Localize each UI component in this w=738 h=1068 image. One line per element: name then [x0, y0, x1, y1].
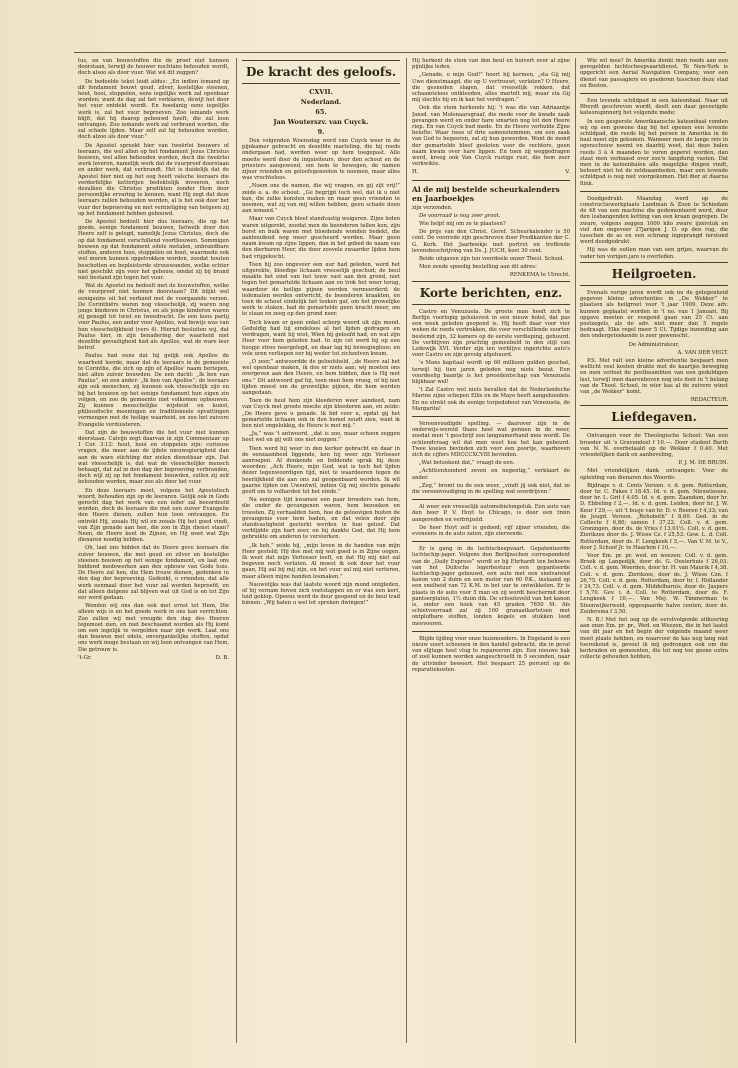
paragraph: Toen werd hij weer in den kerker gebracht en daar in de eenzaamheid liggende, kon hij weer zijn Verlosser aanroepen. Al denkende en biddende sprak hij deze woorden: „Ach Heere, mijn God, wat is toch het lijden dezer tegenwoordigen tijd, niet te waardeeren tegen de heerlijkheid die aan ons zal geopenbaard worden. Ik wil gaarne lijden om Uwentwil, indien Gij mij slechts genade geeft om te volharden tot het einde.”	[242, 445, 400, 495]
paragraph: Castro en Venuzuela. De groote man heeft zich te Berlijn voorlopig gehuisvest in een nieuw hotel, dat pas een week geleden geopend is. Hij heeft daar voor vier weken de reeds vertrokken, die voor verschillende soorten bestemd zijn, 32 kamers op de eerste verdieping, gehuurd. De verblijven zijn prachtig gemeubeld in den stijl van Lodewijk XVI. Verder zijn ten verblijve ingerichte auto's voor Castro en zijn gevolg afgehuurd.	[412, 308, 570, 359]
signature: A. VAN DER VEGT.	[677, 349, 728, 356]
paragraph: Na eenigen tijd kwamen een paar broeders van hem, die onder de gevangenen waren, hem bezoeken en troosten. Zij verhaalden hem, hoe de geloovigen buiten de gevangenis voor hem baden, en dat velen door zijn standvastigheid gesterkt werden in hun geloof. Dat verblijdde zijn hart zeer, en hij dankte God, dat Hij hem gebruikte om anderen te versterken.	[242, 497, 400, 541]
paragraph: tus, en van bouwstoffen die de proef niet kunnen doorstaan, terwijl de houwer nochtans behouden wordt, doch alsoo als door vuur. Wat wil dit zeggen?	[78, 58, 229, 77]
paragraph: Blijde tijding voor onze huismoeders. In Engeland is een nieuw soort schoenen in den handel gebracht, die in geval van slijtage heel vlug te repareeren zijn. Een nieuwe hak of zool kunnen worden aangeschroefd in 5 seconden, naar de uitvinder beweert. Het bespaart 25 percent op de reparatiekosten.	[412, 635, 570, 673]
divider	[580, 191, 728, 192]
paragraph: Wie wil mee? In Amerika denkt men reeds aan een geregelden luchtscheepvaartdienst. Te New-York is opgericht een Aerial Navigation Company, voor een dienst van passagiers en goederen tusschen deze stad en Boston.	[580, 58, 728, 89]
section-title: Liefdegaven.	[580, 405, 728, 429]
paragraph: De heer Hoyt zelf is gedood; vijf zijner vrienden, die eveneens in de auto zaten, zijn stervende.	[412, 524, 570, 537]
paragraph: Dat zijn de bouwstoffen die het vuur niet kunnen doorstaan. Calvijn zegt daarvan in zijn Commentaar op 1 Cor. 3:12: hout, hooi en stoppelen zijn: curieuse vragen, die meer aan de ijdele nieuwsgierigheid dan aan de ware stichting der zielen dienstbaar zijn. Dat wat vleeschelijk is, dat wat de vleeschelijke mensch behaagt, dat zal in den dag der beproeving verbranden, doch wijl zij op het fondament bouwden, zullen zij zelf behouden worden, maar zoo als door het vuur.	[78, 429, 229, 486]
signature-row	[412, 169, 570, 175]
paragraph: 's Mans kapitaal wordt op 60 millioen gulden geschat, terwijl hij tien jaren geleden nog niets bezat. Een voordeelig baantje is het presidentschap van Venezuela blijkbaar wel!	[412, 360, 570, 385]
article-country: Nederland.	[300, 98, 342, 106]
column-2	[242, 58, 400, 1048]
signature: De Administrateur,	[628, 341, 680, 348]
signature: REDACTEUR.	[690, 397, 728, 404]
paragraph: En deze leeraars moet, volgens het Apostolisch woord, behouden zijn op de leeraren. Gelijk ook in Gods gerecht dag het werk van een ieder zal beoordeeld worden, doch de leeraars die met een zuiver Evangelie den Heere dienen, zullen hun loon ontvangen. En ontrekt Hij, zooals Hij wil en zooals Hij het goed vindt, van Zijn genade aan hen, die zoo in Zijn dienst staan? Neen, de Heere kent de Zijnen, en Hij weet wat Zijn dienaren noodig hebben.	[78, 487, 229, 544]
article-title: De kracht des geloofs.	[242, 60, 400, 84]
column-rule	[236, 58, 237, 1043]
divider	[412, 499, 570, 500]
header-rule	[74, 52, 726, 53]
signature-right: V.	[565, 169, 570, 176]
paragraph: Oh, laat ons bidden dat de Heere geve leeraars die zuiver bouwen, die met goud en zilver en kostelijke steenen bouwen op het eenige fondament, en laat ons biddend medewerken aan den opbouw van Gods huis. De Heere zal hen, die Hem trouw dienen, gedenken in den dag der beproeving. Gedenkt, o vrienden, dat alle werk eenmaal door het vuur zal worden beproefd, en dat alleen datgene zal blijven wat uit God is en tot Zijn eer werd gedaan.	[78, 545, 229, 602]
signature-left: 't-Gr.	[78, 654, 92, 661]
section-title: Heilgroeten.	[580, 262, 728, 286]
paragraph: De voorraad is nog zeer groot.	[419, 212, 501, 219]
paragraph: „Zeg,” bromt nu de een weer, „vindt jij ook niet, dat ze die vereenvoudiging in de spelling wat overdrijven.”	[412, 482, 570, 495]
article-subnumber: 65.	[315, 108, 327, 116]
paragraph: Paulus had eens dat hij gelijk ook Apollos de waarheid leerde, maar dat de leeraars in de gemeente te Corinthe, die zich op zijn of Apollos' naam beriepen, niet allen zuiver bouwden. De een dacht: „Ik ben van Paulus”, en een ander: „Ik ben van Apollos”; de leeraars zijn ook menschen, zij kunnen ook vleeschelijk zijn en bij het bouwen op het eenige fondament hun eigen zin volgen, en zoo de gemeente niet volkomen opbouwen. Zij kunnen menschelijke wijsheid en kunst, philosofische meeningen en traditioneele opvattingen vermengen met de heilige waarheid, en zoo het zuivere Evangelie verduisteren.	[78, 353, 229, 428]
paragraph: In een gesperste Amerikaansche kateonbaal vonden wij op een gewone dag bij het openen een levende schildpad, die reeds bij het persen in Amerika in de baal moet zijn gekomen. Wanneer men de lange reis in ogenschouw neemt en daarbij weet, dat deze balen reeds 3 à 4 maanden te voren geperst worden, dan staat men verbaasd over zoo'n langdurig vasten. Dat men in de katoenbalen alle mogelijke dingen vindt, behoort niet tot de zeldzaamheden, maar een levende schildpad is nog niet voorgekomen. Het dier at daarna flink.	[580, 118, 728, 187]
paragraph: Wie helpt mij om ze te plaatsen?	[419, 221, 506, 228]
paragraph: Vereenvoudigde spelling. — daarover zijn in de onderwijs-wereld thans heel wat pennen in de weer, zoodat men 't geschrijf zou langzamerhand moe wordt. De ochtendvraag wil dat men weet hoe het kan gebeurd. Twee koeien bevinden zich voor een poortje, waarboven zich de cijfers MDCCCXCVIII bevinden.	[412, 420, 570, 458]
paragraph: „Ja,” was 't antwoord, „dat is zoo, maar schoon zeggen heet wel en gij wilt ons niet zeggen.”	[242, 431, 400, 444]
section-heading: Al de mij bestelde scheurkalenders en Jaarboekjes	[412, 184, 560, 203]
paragraph: Maar van Cuyck bleef standvastig weigeren. Zijne leden waren uitgerekt, zoodat men de beenderen tellen kon, zijn borst en buik waren met bloedende wonden bedekt, die aanhoudend nog meer gescheurd werden. Maar geen naam kwam op zijne lippen, dan in het gebed de naam van den dierbaren Heer, die door zoovele zwaarder lijden hem had vrijgekocht.	[242, 216, 400, 260]
article-number: CXVII.	[309, 88, 333, 96]
paragraph: Nauwelijks was dat laatste woord zijn mond ontgleden, of hij vernam boven zich voetstappen en er was een kort, luid geklop. Opeens werd de deur geopend en de beul trad binnen. „Wij halen u wel tot spreken dwingen!”	[242, 581, 400, 607]
article-subnumber-2: 9.	[317, 128, 325, 136]
paragraph: zijn verzonden.	[412, 204, 453, 211]
paragraph: N. B.! Met het oog op de eerstvolgende uitkeering aan onze Em. pr. pr., Wed. en Weezen, die in het laatst van dit jaar en het begin der volgende maand weer moet plaats hebben, en waarvoor de kas nog lang niet toereikend is, gevoel ik mij gedrongen ook om die kerkraden en gemeenten, die tot nog toe geene extra collecte gehouden hebben,	[580, 617, 728, 661]
paragraph: Ook die stem herkende hij; 't was die van Adriaantje Jansd. van Molenaarsgraaf, die mede voor de kwade zaak gevangen werd en onder hare smarten nog tot den Heere riep. En van Cuyck bad mede. En de Heere verhulde Zijne belofte: Waar twee of drie samenstemmen, om een zaak van God te begeeren, zal zij hun gewerden. Want de mond der gemartelde bleef gesloten voor de rechters, geen naam kwam over hare lippen. En toen zij weggedragen werd, kreeg ook Van Cuyck rustige rust, die hem zeer verkwikte.	[412, 105, 570, 168]
column-rule	[575, 58, 576, 1043]
column-4	[580, 58, 728, 1048]
paragraph: Wenden wij ons dan ook met ernst tot Hem, Die alleen wijs is en het goede werk in ons kan verrichten. Zoo zullen wij met vreugde den dag des Heeren tegemoet zien, en niet beschaamd worden als Hij komt om een iegelijk te vergelden naar zijn werk. Laat ons dan bouwen met edele, onvergankelijke stoffen, opdat ons werk moge bestaan en wij loon ontvangen van Hem, Die getrouw is.	[78, 603, 229, 653]
paragraph: Ontvangen voor de Theologische School: Van een broeder uit 's Gravendeel f 10.—. Door student Barth van N. N. overbetaald op de Wekker f 0.40. Met vriendelijken dank en aanbeveling,	[580, 433, 728, 458]
paragraph: Met vriendelijken dank ontvangen: Voor de opleiding van dienaren des Woords:	[580, 468, 728, 481]
paragraph: De prijs van den Christ. Geref. Scheurkalender is 50 cent. De voorrede zijn geschreven door Predikanten der C. G. Kerk. Het Jaarboekje met portret en treffende levensbeschrijving van Ds. J. JUCH, kost 30 cent.	[412, 229, 570, 254]
column-3	[412, 58, 570, 1048]
paragraph: Voor Em. pr. pr. wed. en weezen: Coll. v. d. gem. Broek op Langedijk, door ds. G. Oosterhuis f 26,03. Coll. v. d. gem. Woerden, door hr. H. van Maurik f 4,38. Coll. v. d. gem. Zierikzee, door ds. J. Wisse Czn. f 26,75. Coll. v. d. gem. Rotterdam, door hr. I. Hollander f 24,73. Coll. v. d. gem. Middelharnis, door ds. Jaspers f 5,70. Gev. i. d. Coll. te Rotterdam, door ds. F. Lengkeek f 10,—. Van Mej. W. Timmerman te Steenwijkerwold, opgespaarde halve centen, door ds. Zuidersma f 3,50.	[580, 553, 728, 615]
paragraph: „Wat beteekent dat,” vraagt de een.	[419, 460, 515, 467]
paragraph: „Ik heb,” zeide hij, „mijn leven in de handen van mijn Heer gesteld; Hij doe met mij wat goed is in Zijne oogen. Ik weet dat mijn Verlosser leeft, en dat Hij mij niet zal begeven noch verlaten. Al moest ik ook door het vuur gaan, Hij zal bij mij zijn, en het vuur zal mij niet verteren, maar alleen mijne banden losmaken.”	[242, 542, 400, 580]
divider	[412, 631, 570, 632]
signature-row	[78, 655, 229, 661]
signature-left: H.	[412, 169, 419, 176]
signature: RENKEMA te Utrecht.	[509, 272, 570, 279]
paragraph: Toen hij zoo ongeveer een uur had geleden, werd het uitgerekte, bloedige lichaam vreeselijk geschud; de beul maakte het eind van het touw vast aan den grond, niet tegen het gemartelde lichaam aan en trok het weer terug, waardoor de heilige pijnen werden vermeerderd; de ledematen werden ontwricht, de beenderen kraakten, en toen de schout eindelijk het teeken gaf, om het gruwelijke werk te staken, had de gemartelde geen kracht meer, om te staan en zeeg op den grond neer.	[242, 261, 400, 318]
article-subtitle: Jan Wouterszv. van Cuyck.	[273, 118, 369, 126]
section-title: Korte berichten, enz.	[412, 281, 570, 305]
paragraph: De Apostel bedoelt hier dus leeraars, die op het goede, eenige fondament bouwen, hetwelk door den Heere zelf is gelegd, namelijk Jezus Christus, doch die op dat fondament verschillend voortbouwen. Sommigen bouwen op dat fondament edele metalen, onbrandbare stoffen, anderen hooi, stoppelen en hout, waarmede ook wel muren kunnen opgetrokken worden, zoodat houten beschotten en bepleisterde strooswanden, welke echter niet geschikt zijn voor het gebouw, omdat zij bij brand niet bestand zijn tegen het vuur.	[78, 219, 229, 281]
signature-right: D. B.	[215, 654, 229, 661]
paragraph: Hij was de outlen man van een grijze, waarvan de vader ten vorigen jare is overleden.	[580, 247, 728, 260]
column-1	[78, 58, 229, 1048]
paragraph: „Noem ons de namen, die wij vragen, en gij zijt vrij!” zeide o. a. de schout. „Ge begrijpt toch wel, dat ik u niet kan, die zulke konsten maken en maar geen vrienden te noemen, wat zij van mij willen hebben, geen schade doen aan iemand.”	[242, 183, 400, 215]
paragraph: „O zeer,” antwoordde de geloofsheld, „de Heere zal het wel openbaar maken, ik doe er niets aan; wij moeten ons overgeven aan den Heere, en hem bidden, dan is Hij met ons.” Dit antwoord gaf hij, toen men hem vroeg, of hij niet lijden moest om de gruwelijke pijnen, die hem werden aangedaan.	[242, 358, 400, 396]
paragraph: Al weer een vreeselijk automobielongeluk. Een auto van den heer P. V. Hoyt te Chicago, is door een trein aangereden en verbrijzeld.	[412, 504, 570, 523]
paragraph: Er is gang in de luchtscheepvaart. Gepatenteerde luchtschip-jager. Volgens den Berlijnschen correspondent van de „Daily Express” wordt er bij Ehrhardt ten behoeve van het Duitsche legerbestuur een gepantserde luchtschip-jager gebouwd, een auto met een snelvarend kanon van 2 duim en een motor van 60 P.K., inslaand op een snelheid van 72 K.M. in het uur te ontwikkelen. Er is plaats in de auto voor 5 man en zij wordt beschermd door pantserplaten, 1½ duim dik. De schootsveld van het kanon is, onder een hoek van 45 graden 7650 M. Als schietvoorraad zal zij 100 granaatkartetsen met ontplofbare stoffen, londen kogels en stukken lood meevoeren.	[412, 546, 570, 627]
paragraph: Doodgedrukt. Maandag werd op de constructiewerkplaats Landman & Zoon te Schiedam de 48 van een machine die gedemonteerd werd, door den losbangenden ketting van een kraan gegrepen. De zware, volgens zeggen 1000 kilo zware ijzerstuk en viel den ongeveer 27jarigen J. O. op den rug, die tusschen de as en een schrang ingeprangd terstond werd doodgedrukt.	[580, 195, 728, 246]
paragraph: Toch kwam er geen enkel scherp woord uit zijn mond. Geduldig had hij eindeloos al het lijden gedragen en verdragen, want hij wist, Wien hij geloofd had, en wat zijn Heer voor hem geleden had. In zijn cel werd hij op een hoopje stroo neergelegd, en daar lag hij bewegingloos; en vele uren verliepen eer hij weder tot zichzelven kwam.	[242, 319, 400, 357]
paragraph: Toen de heul hem zijn kleederen weer aandeed, nam van Cuyck met groote moeite zijn kleederen aan, en zeide: „De Heere geve u genade. Ik bid voor u, opdat gij het gemartelde lichaam ook in den hemel zoudt zien, want ik ben niet ongelukkig, de Heere is met mij.”	[242, 398, 400, 429]
paragraph: Hij herkent de stem van den beul en huivert over al zijne pijnlijke leden.	[412, 58, 570, 71]
paragraph: P.S. Met valt een kleine advertentie bespaart men wellicht veel kosten drukte met de kaartjes beweging en men verloet de postbeambten van een geduldigen last, terwijl men daarenboven nog iets doet in 't belang van de Theol. School, in wier kas al de zuivere winst van „de Wekker” komt.	[580, 357, 728, 395]
paragraph: Beide uitgaven zijn ten voordeele onzer Theol. School.	[419, 256, 565, 263]
divider	[580, 93, 728, 94]
paragraph: De Apostel spreekt hier van tweërlei bouwers of leeraars, die wel allen op het fondament Jezus Christus bouwen, wel allen behouden worden, doch die tweërlei werk leveren, namelijk werk dat de vuurproef doorstaan en ander werk, dat verbrandt. Het is duidelijk dat de Apostel hier niet op het oog heeft valsche leeraars die verderfelijke ketterijen bedektelijk invoeren, noch dezulken die Christus predikten zonder Hem door persoonlijke ervaring te kennen, want Hij zegt dat deze leeraars zullen behouden worden, al is het ook door het vuur der beproeving en met vernietiging van hetgeen zij op het fondament hebben gebouwd.	[78, 142, 229, 217]
signature: P. J. M. DE BRUIN.	[678, 460, 728, 467]
paragraph: Den volgenden Woensdag werd van Cuyck weer in de pijnkamer gebracht en dezelfde marteling, die hij reeds ondergaan had, werden weer op hem toegepast. Alle moeite werd door de inquisiteurs, door den schout en de priesters aangewend, om hem te bewegen, de namen zijner vrienden en geloofsgenooten te noemen, maar alles was vruchteloos.	[242, 138, 400, 182]
divider	[412, 541, 570, 542]
paragraph: Een levende schildpad in een kateonbaal. Naar uit Rheydt geschreven wordt, deelt een daar gevestigde kateonspinnerij het volgende mede:	[580, 98, 728, 117]
divider	[412, 416, 570, 417]
paragraph: 't Zal Castro wel niets bevallen dat de Nederlandsche Marine zijne schepen Ellis en de Mayo heeft aangehouden. En nu strekt ook de eenige torpedoboot van Venezuela, de Margarita!	[412, 387, 570, 412]
paragraph: De bedoelde tekst luidt aldus: „En indien iemand op dit fondament bouwt goud, zilver, kostelijke steenen, hout, hooi, stoppelen, eens iegelijks werk zal openbaar worden; want de dag zal het verklaren, dewijl het door het vuur ontdekt wordt. En hoedanig eens iegelijks werk is, zal het vuur beproeven. Zoo iemands werk blijft, dat hij daarop gebouwd heeft, die zal loon ontvangen. Zoo iemands werk zal verbrand worden, die zal schade lijden. Maar zelf zal hij behouden worden, doch alzoo als door vuur.”	[78, 78, 229, 141]
paragraph: Bijdrage v. d. Cents Vereen. v. d. gem. Rotterdam, door hr. C. Fakes f 18.45. Id. v. d. gem. Nieuwlosses, door hr. L. Grit f 4.05. Id. v. d. gem. Zaandam, door hr. D. Ebbeling f 2,—. Id. v. d. gem. Leiden, door hr. J. W. Keur f 29,—, uit 't busje van hr. D. v. Boeren f 4,33; van de Jeugd. Vereen. „Rehoboth” f 8,60. Ged. in de Collecte f 6,80; samen f 37,22. Coll. v. d. gem. Groningen, door ds. de Vries f 13,01½. Coll. v. d. gem. Zierikzee door ds. J. Wisse Cz. f 25,53. Gew. L. d. Coll. Rotterdam, door ds. F. Lengkeek f 5,—. Van V. M. te V., door J. Schoof Jr. te Haarlem f 10,—.	[580, 482, 728, 551]
paragraph: Men zende spoedig bestelling aan dit adres:	[419, 264, 537, 271]
paragraph: „Achttienhonderd zeven en negentig,” verklaart de ander.	[412, 468, 570, 481]
column-rule	[406, 58, 407, 1043]
paragraph: „Genade, o mijn God!” hoort hij kermen, „sta Gij mij Uwe dienstmaagd, die op U vertrouwt, verlaten? O Heere, die gesneden slagen, dat vreeselijk rekken, dat schaamteloos ontkleeden, alles martelt mij, maar sta Gij mij slechts bij en ik kan het verdragen.”	[412, 72, 570, 104]
divider	[412, 180, 570, 181]
paragraph: Wat de Apostel nu bedoelt met de bouwstoffen, welke de vuurproef niet kunnen doorstaan? Dit blijkt wel eenigszins uit het verband met de voorgaande verzen. De Corinthiërs waren nog vleeschelijk, zij waren nog jonge kinderen in Christus, en als jonge kinderen waren zij genegd tot twist en tweedracht. De een koos partij voor Paulus, een ander voor Apollos, wat bewijs was van hun vleeschelijkheid (vers 4). Hieruit besluiten wij, dat Paulus hier, in zijn benadering der waarheid niet dezelfde gevoeligheid had als Apollos, wat de ware leer betrof.	[78, 283, 229, 352]
paragraph: Evenals vorige jaren wordt ook nu de gelegenheid gegeven kleine advertenties in „De Wekker” te plaatsen als heilgroet voor 't jaar 1909. Deze adv. kunnen geplaatst worden in 't no. van 1 Januari. Bij opgave moeten er voegend gaan van 25 Ct. aan postzegels, als de adv. niet meer dan 5 regels bedraagt. Elke regel meer 5 Ct. Tijdige inzending aan den ondergeteekende is zeer gewenscht.	[580, 289, 728, 340]
